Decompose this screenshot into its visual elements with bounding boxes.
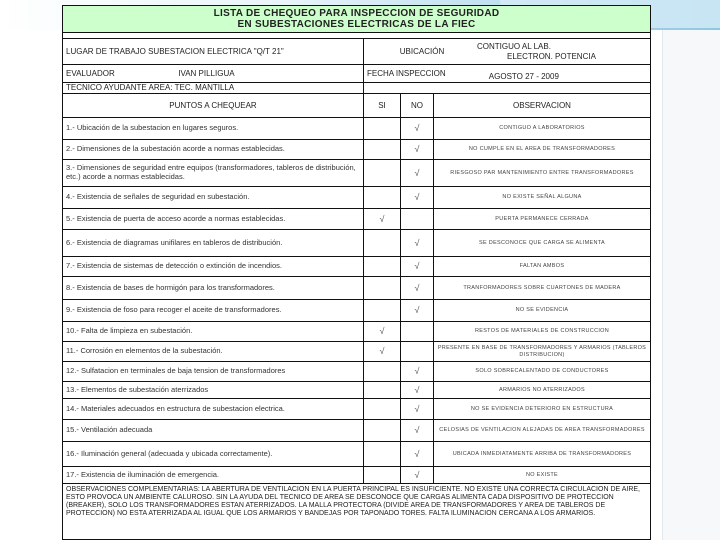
item-observation: NO EXISTE SEÑAL ALGUNA xyxy=(434,187,651,209)
item-observation: RESTOS DE MATERIALES DE CONSTRUCCION xyxy=(434,322,651,342)
item-observation: CONTIGUO A LABORATORIOS xyxy=(434,118,651,140)
evaluator-label: EVALUADOR xyxy=(66,68,115,78)
item-observation: SOLO SOBRECALENTADO DE CONDUCTORES xyxy=(434,362,651,382)
item-observation: NO SE EVIDENCIA xyxy=(434,300,651,322)
item-text: 13.- Elementos de subestación aterrizados xyxy=(63,382,364,399)
no-check: √ xyxy=(401,420,434,442)
item-observation: RIESGOSO PAR MANTENIMIENTO ENTRE TRANSFORMADORES xyxy=(434,160,651,187)
item-text: 7.- Existencia de sistemas de detección o extinción de incendios. xyxy=(63,257,364,277)
checklist-row xyxy=(63,442,651,467)
item-text: 17.- Existencia de iluminación de emergencia. xyxy=(63,467,364,484)
work-place: LUGAR DE TRABAJO SUBESTACION ELECTRICA "Q/T 21" xyxy=(63,39,364,65)
no-check: √ xyxy=(401,399,434,420)
si-check xyxy=(364,257,401,277)
no-check xyxy=(401,209,434,230)
si-check xyxy=(364,420,401,442)
si-check xyxy=(364,300,401,322)
item-observation: TRANFORMADORES SOBRE CUARTONES DE MADERA xyxy=(434,277,651,300)
location-label: UBICACIÓN xyxy=(399,46,445,56)
inspection-date-label: FECHA INSPECCION xyxy=(367,68,446,78)
item-text: 4.- Existencia de señales de seguridad en subestación. xyxy=(63,187,364,209)
si-check xyxy=(364,382,401,399)
checklist-row xyxy=(63,322,651,342)
item-text: 8.- Existencia de bases de hormigón para los transformadores. xyxy=(63,277,364,300)
no-check: √ xyxy=(401,442,434,467)
checklist-row xyxy=(63,277,651,300)
evaluator-value: IVAN PILLIGUA xyxy=(178,68,235,78)
si-check xyxy=(364,118,401,140)
checklist-document xyxy=(62,5,650,540)
checklist-row xyxy=(63,399,651,420)
si-check xyxy=(364,399,401,420)
no-check: √ xyxy=(401,257,434,277)
si-check xyxy=(364,187,401,209)
title-line-2: EN SUBESTACIONES ELECTRICAS DE LA FIEC xyxy=(237,19,476,30)
item-observation: PUERTA PERMANECE CERRADA xyxy=(434,209,651,230)
item-text: 11.- Corrosión en elementos de la subestación. xyxy=(63,342,364,362)
item-text: 15.- Ventilación adecuada xyxy=(63,420,364,442)
si-check xyxy=(364,467,401,484)
checklist-row xyxy=(63,160,651,187)
inspection-date-value: AGOSTO 27 - 2009 xyxy=(488,71,559,81)
item-observation: NO EXISTE xyxy=(434,467,651,484)
header-no: NO xyxy=(401,94,434,118)
no-check: √ xyxy=(401,230,434,257)
no-check: √ xyxy=(401,467,434,484)
checklist-row xyxy=(63,382,651,399)
no-check: √ xyxy=(401,160,434,187)
si-check xyxy=(364,442,401,467)
item-text: 16.- Iluminación general (adecuada y ubicada correctamente). xyxy=(63,442,364,467)
location-cell xyxy=(364,39,651,65)
evaluator-cell xyxy=(63,65,364,83)
item-text: 12.- Sulfatacion en terminales de baja tension de transformadores xyxy=(63,362,364,382)
si-check: √ xyxy=(364,342,401,362)
complementary-observations: OBSERVACIONES COMPLEMENTARIAS: LA ABERTURA DE VENTILACION EN LA PUERTA PRINCIPAL ES INSUFICIENTE. NO EXISTE UNA CORRECTA CIRCULACION DE AIRE, ESTO PROVOCA UN AMBIENTE CALUROSO. SIN LA AYUDA DEL TECNICO DE AREA SE DESCONOCE QUE CARGAS ALIMENTA CADA DISPOSITIVO DE PROTECCION (BREAKER), SOLO LOS TRANSFORMADORES ESTAN ATERRIZADOS. LA MALLA PROTECTORA (DIVIDE AREA DE TRANSFORMADORES Y AREA DE TABLEROS DE PROTECCION) NO ESTA ATERRIZADA AL IGUAL QUE LOS ARMARIOS Y BANDEJAS POR TAPONADO TORES. FALTA ILUMINACION CERCANA A LOS ARMARIOS. xyxy=(63,484,651,540)
item-text: 5.- Existencia de puerta de acceso acorde a normas establecidas. xyxy=(63,209,364,230)
si-check xyxy=(364,362,401,382)
item-observation: FALTAN AMBOS xyxy=(434,257,651,277)
no-check: √ xyxy=(401,362,434,382)
checklist-row xyxy=(63,118,651,140)
item-text: 3.- Dimensiones de seguridad entre equipos (transformadores, tableros de distribución, etc.) acorde a normas establecidas. xyxy=(63,160,364,187)
checklist-row xyxy=(63,140,651,160)
item-observation: UBICADA INMEDIATAMENTE ARRIBA DE TRANSFORMADORES xyxy=(434,442,651,467)
no-check xyxy=(401,342,434,362)
item-text: 10.- Falta de limpieza en subestación. xyxy=(63,322,364,342)
no-check: √ xyxy=(401,300,434,322)
no-check: √ xyxy=(401,118,434,140)
checklist-row xyxy=(63,362,651,382)
item-observation: PRESENTE EN BASE DE TRANSFORMADORES Y ARMARIOS (TABLEROS DISTRIBUCION) xyxy=(434,342,651,362)
no-check: √ xyxy=(401,277,434,300)
item-text: 1.- Ubicación de la subestacion en lugares seguros. xyxy=(63,118,364,140)
item-text: 14.- Materiales adecuados en estructura de subestacion electrica. xyxy=(63,399,364,420)
checklist-row xyxy=(63,342,651,362)
inspection-date-cell xyxy=(364,65,651,83)
item-observation: NO SE EVIDENCIA DETERIORO EN ESTRUCTURA xyxy=(434,399,651,420)
document-title xyxy=(63,6,651,33)
location-line-2: ELECTRON. POTENCIA xyxy=(507,51,596,61)
si-check xyxy=(364,230,401,257)
si-check xyxy=(364,140,401,160)
si-check: √ xyxy=(364,209,401,230)
si-check: √ xyxy=(364,322,401,342)
si-check xyxy=(364,160,401,187)
item-observation: SE DESCONOCE QUE CARGA SE ALIMENTA xyxy=(434,230,651,257)
no-check xyxy=(401,322,434,342)
checklist-row xyxy=(63,209,651,230)
si-check xyxy=(364,277,401,300)
item-observation: NO CUMPLE EN EL AREA DE TRANSFORMADORES xyxy=(434,140,651,160)
location-value xyxy=(477,42,647,60)
checklist-table xyxy=(62,5,651,540)
item-text: 6.- Existencia de diagramas unifilares en tableros de distribución. xyxy=(63,230,364,257)
checklist-row xyxy=(63,420,651,442)
location-line-1: CONTIGUO AL LAB. xyxy=(477,42,551,52)
technician-assistant: TECNICO AYUDANTE AREA: TEC. MANTILLA xyxy=(63,83,364,94)
no-check: √ xyxy=(401,382,434,399)
title-line-1: LISTA DE CHEQUEO PARA INSPECCION DE SEGURIDAD xyxy=(213,8,500,19)
checklist-row xyxy=(63,300,651,322)
header-observacion: OBSERVACION xyxy=(434,94,651,118)
slide-side-strip xyxy=(662,30,720,540)
checklist-row xyxy=(63,230,651,257)
no-check: √ xyxy=(401,140,434,160)
item-observation: ARMARIOS NO ATERRIZADOS xyxy=(434,382,651,399)
checklist-row xyxy=(63,187,651,209)
header-si: SI xyxy=(364,94,401,118)
item-observation: CELOSIAS DE VENTILACION ALEJADAS DE AREA TRANSFORMADORES xyxy=(434,420,651,442)
empty-cell xyxy=(364,83,651,94)
checklist-row xyxy=(63,467,651,484)
no-check: √ xyxy=(401,187,434,209)
item-text: 2.- Dimensiones de la subestación acorde a normas establecidas. xyxy=(63,140,364,160)
header-puntos: PUNTOS A CHEQUEAR xyxy=(63,94,364,118)
item-text: 9.- Existencia de foso para recoger el aceite de transformadores. xyxy=(63,300,364,322)
checklist-row xyxy=(63,257,651,277)
